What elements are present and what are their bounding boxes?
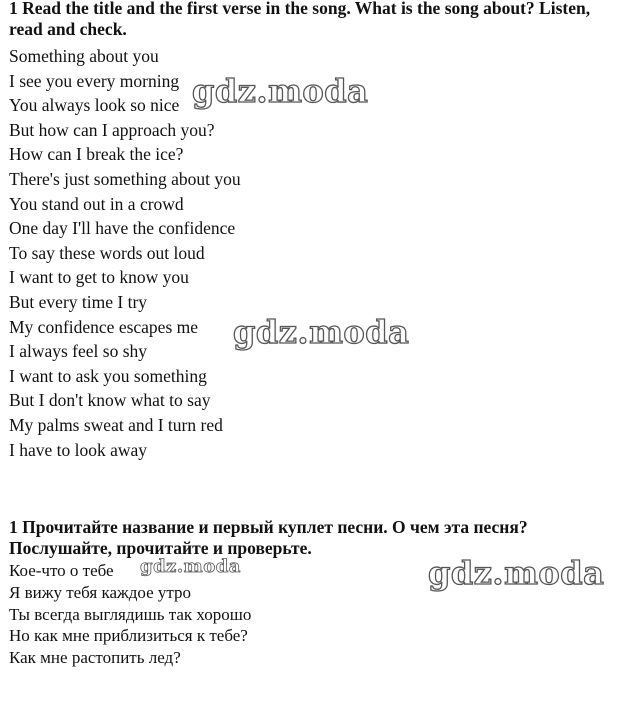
english-heading-line-1: 1 Read the title and the first verse in the song. What is the song about? Listen,	[9, 0, 591, 18]
watermark: gdz.moda	[428, 554, 605, 592]
english-heading-line-2: read and check.	[9, 19, 127, 39]
watermark: gdz.moda	[233, 313, 410, 351]
lyric-line: I want to get to know you	[9, 267, 189, 288]
lyric-line: There's just something about you	[9, 168, 241, 189]
lyric-line: One day I'll have the confidence	[9, 218, 236, 239]
lyric-line: But how can I approach you?	[9, 119, 215, 140]
lyric-line: My confidence escapes me	[9, 316, 199, 337]
lyric-line: But every time I try	[9, 291, 148, 312]
lyric-line: You always look so nice	[9, 95, 180, 116]
lyric-line: To say these words out loud	[9, 242, 205, 263]
russian-heading-line-2: Послушайте, прочитайте и проверьте.	[9, 538, 312, 558]
lyric-line: I see you every morning	[9, 70, 180, 91]
english-task-heading	[9, 0, 639, 40]
lyric-line: My palms sweat and I turn red	[9, 414, 223, 435]
lyric-line: I have to look away	[9, 439, 148, 460]
lyric-line: You stand out in a crowd	[9, 193, 184, 214]
lyric-line: How can I break the ice?	[9, 144, 184, 165]
lyric-line: I want to ask you something	[9, 365, 207, 386]
watermark: gdz.moda	[192, 72, 369, 110]
lyric-line: Но как мне приблизиться к тебе?	[9, 626, 248, 646]
lyric-line: But I don't know what to say	[9, 390, 211, 411]
russian-heading-line-1: 1 Прочитайте название и первый куплет песни. О чем эта песня?	[9, 517, 528, 537]
watermark: gdz.moda	[140, 556, 241, 577]
lyric-line: I always feel so shy	[9, 341, 148, 362]
lyric-line: Кое-что о тебе	[9, 561, 114, 580]
lyric-line: Ты всегда выглядишь так хорошо	[9, 604, 252, 624]
lyric-line: Something about you	[9, 46, 159, 66]
lyric-line: Я вижу тебя каждое утро	[9, 582, 192, 602]
lyric-line: Как мне растопить лед?	[9, 648, 181, 668]
russian-task-heading	[9, 517, 639, 559]
